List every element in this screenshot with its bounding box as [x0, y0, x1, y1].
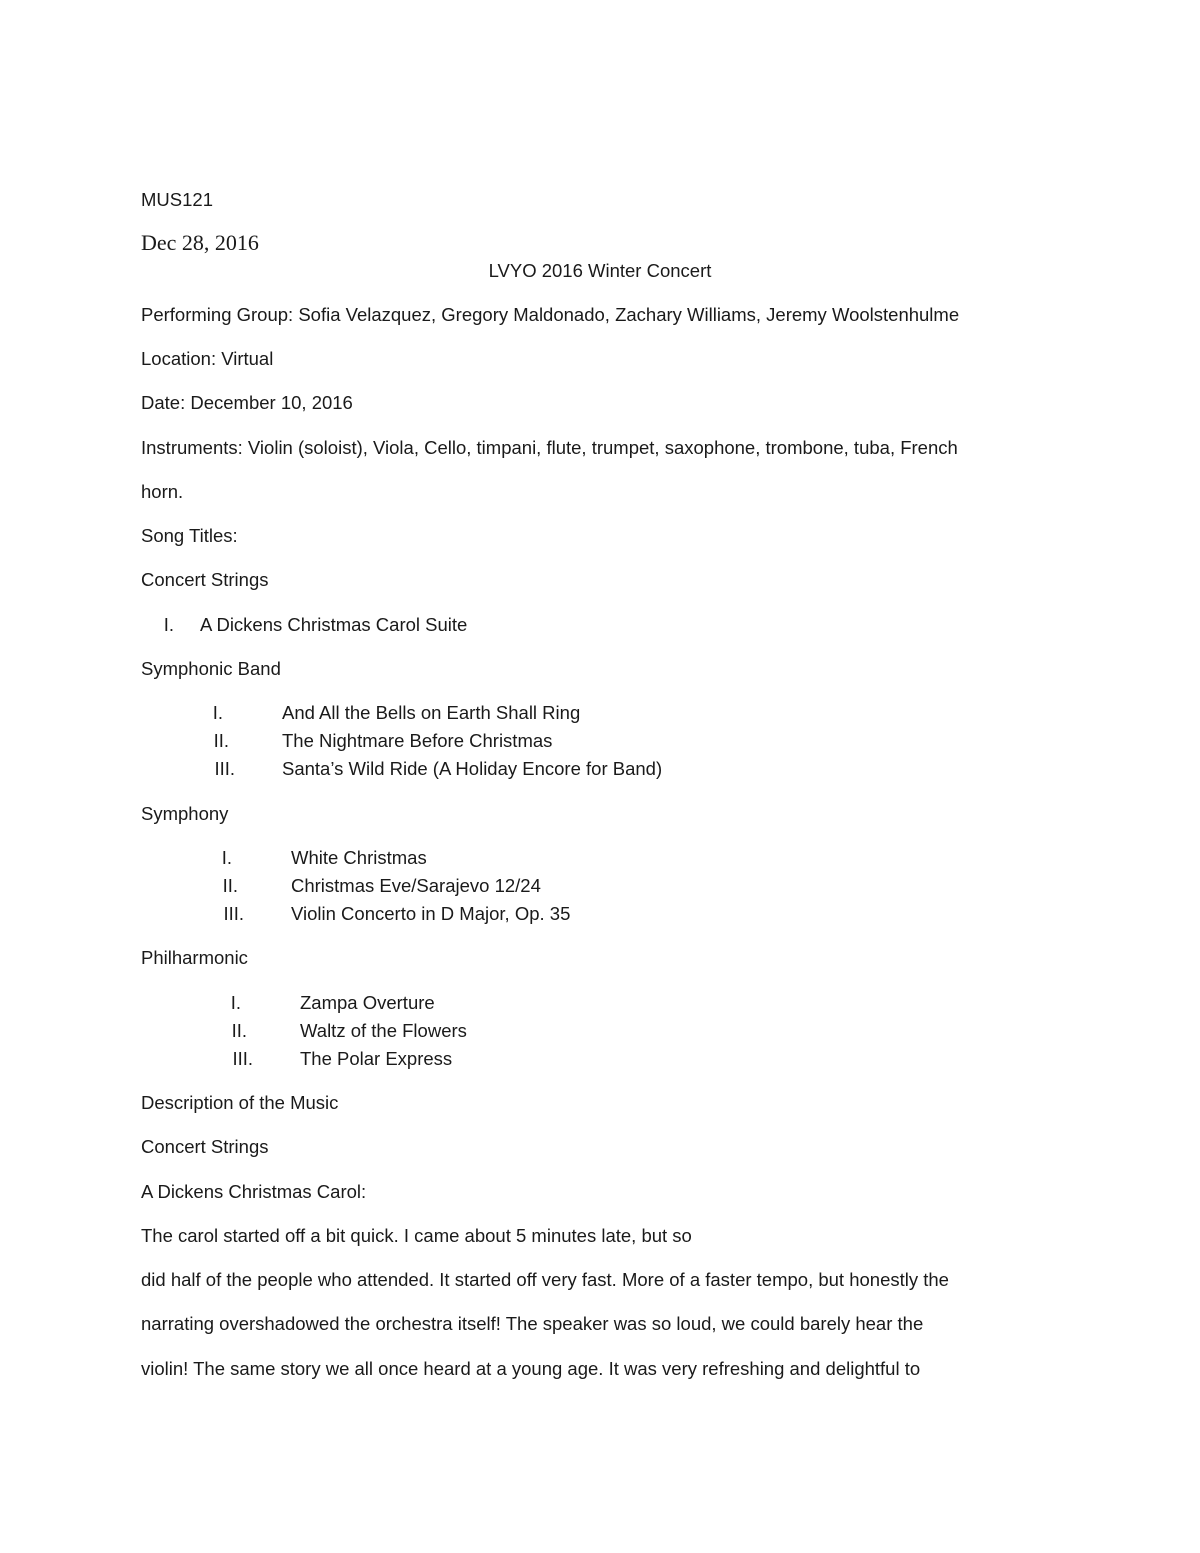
list-item: The Polar Express [300, 1048, 453, 1069]
song-titles-label: Song Titles: [141, 525, 238, 546]
concert-date: Date: December 10, 2016 [141, 392, 353, 413]
list-number: I. [230, 992, 241, 1013]
list-item: And All the Bells on Earth Shall Ring [282, 702, 581, 723]
list-number: II. [231, 1020, 247, 1041]
group-heading: Philharmonic [141, 947, 248, 968]
course-code: MUS121 [141, 189, 213, 210]
description-heading: Description of the Music [141, 1092, 339, 1113]
list-item: A Dickens Christmas Carol Suite [200, 614, 468, 635]
paragraph-line: violin! The same story we all once heard at a young age. It was very refreshing and delightful to [141, 1358, 921, 1379]
list-item: Christmas Eve/Sarajevo 12/24 [291, 875, 541, 896]
paragraph-line: did half of the people who attended. It started off very fast. More of a faster tempo, but honestly the [141, 1269, 949, 1290]
instruments-line-2: horn. [141, 481, 184, 502]
location: Location: Virtual [141, 348, 274, 369]
list-number: III. [232, 1048, 253, 1069]
list-item: White Christmas [291, 847, 427, 868]
list-number: III. [223, 903, 244, 924]
list-number: I. [221, 847, 232, 868]
group-heading: Symphony [141, 803, 229, 824]
list-number: I. [163, 614, 174, 635]
document-title: LVYO 2016 Winter Concert [488, 260, 712, 281]
instruments-line-1: Instruments: Violin (soloist), Viola, Cello, timpani, flute, trumpet, saxophone, trombone, tuba, French [141, 437, 958, 458]
list-number: II. [213, 730, 229, 751]
list-item: Zampa Overture [300, 992, 435, 1013]
list-item: The Nightmare Before Christmas [282, 730, 553, 751]
list-item: Santa’s Wild Ride (A Holiday Encore for Band) [282, 758, 663, 779]
list-number: III. [214, 758, 235, 779]
paragraph-line: The carol started off a bit quick. I came about 5 minutes late, but so [141, 1225, 692, 1246]
list-number: II. [222, 875, 238, 896]
group-heading: Concert Strings [141, 569, 269, 590]
list-item: Violin Concerto in D Major, Op. 35 [291, 903, 571, 924]
list-item: Waltz of the Flowers [300, 1020, 467, 1041]
description-group: Concert Strings [141, 1136, 269, 1157]
description-piece: A Dickens Christmas Carol: [141, 1181, 367, 1202]
document-date: Dec 28, 2016 [141, 230, 259, 255]
list-number: I. [212, 702, 223, 723]
paragraph-line: narrating overshadowed the orchestra itself! The speaker was so loud, we could barely hear the [141, 1313, 924, 1334]
group-heading: Symphonic Band [141, 658, 281, 679]
performing-group: Performing Group: Sofia Velazquez, Gregory Maldonado, Zachary Williams, Jeremy Woolstenhulme [141, 304, 960, 325]
